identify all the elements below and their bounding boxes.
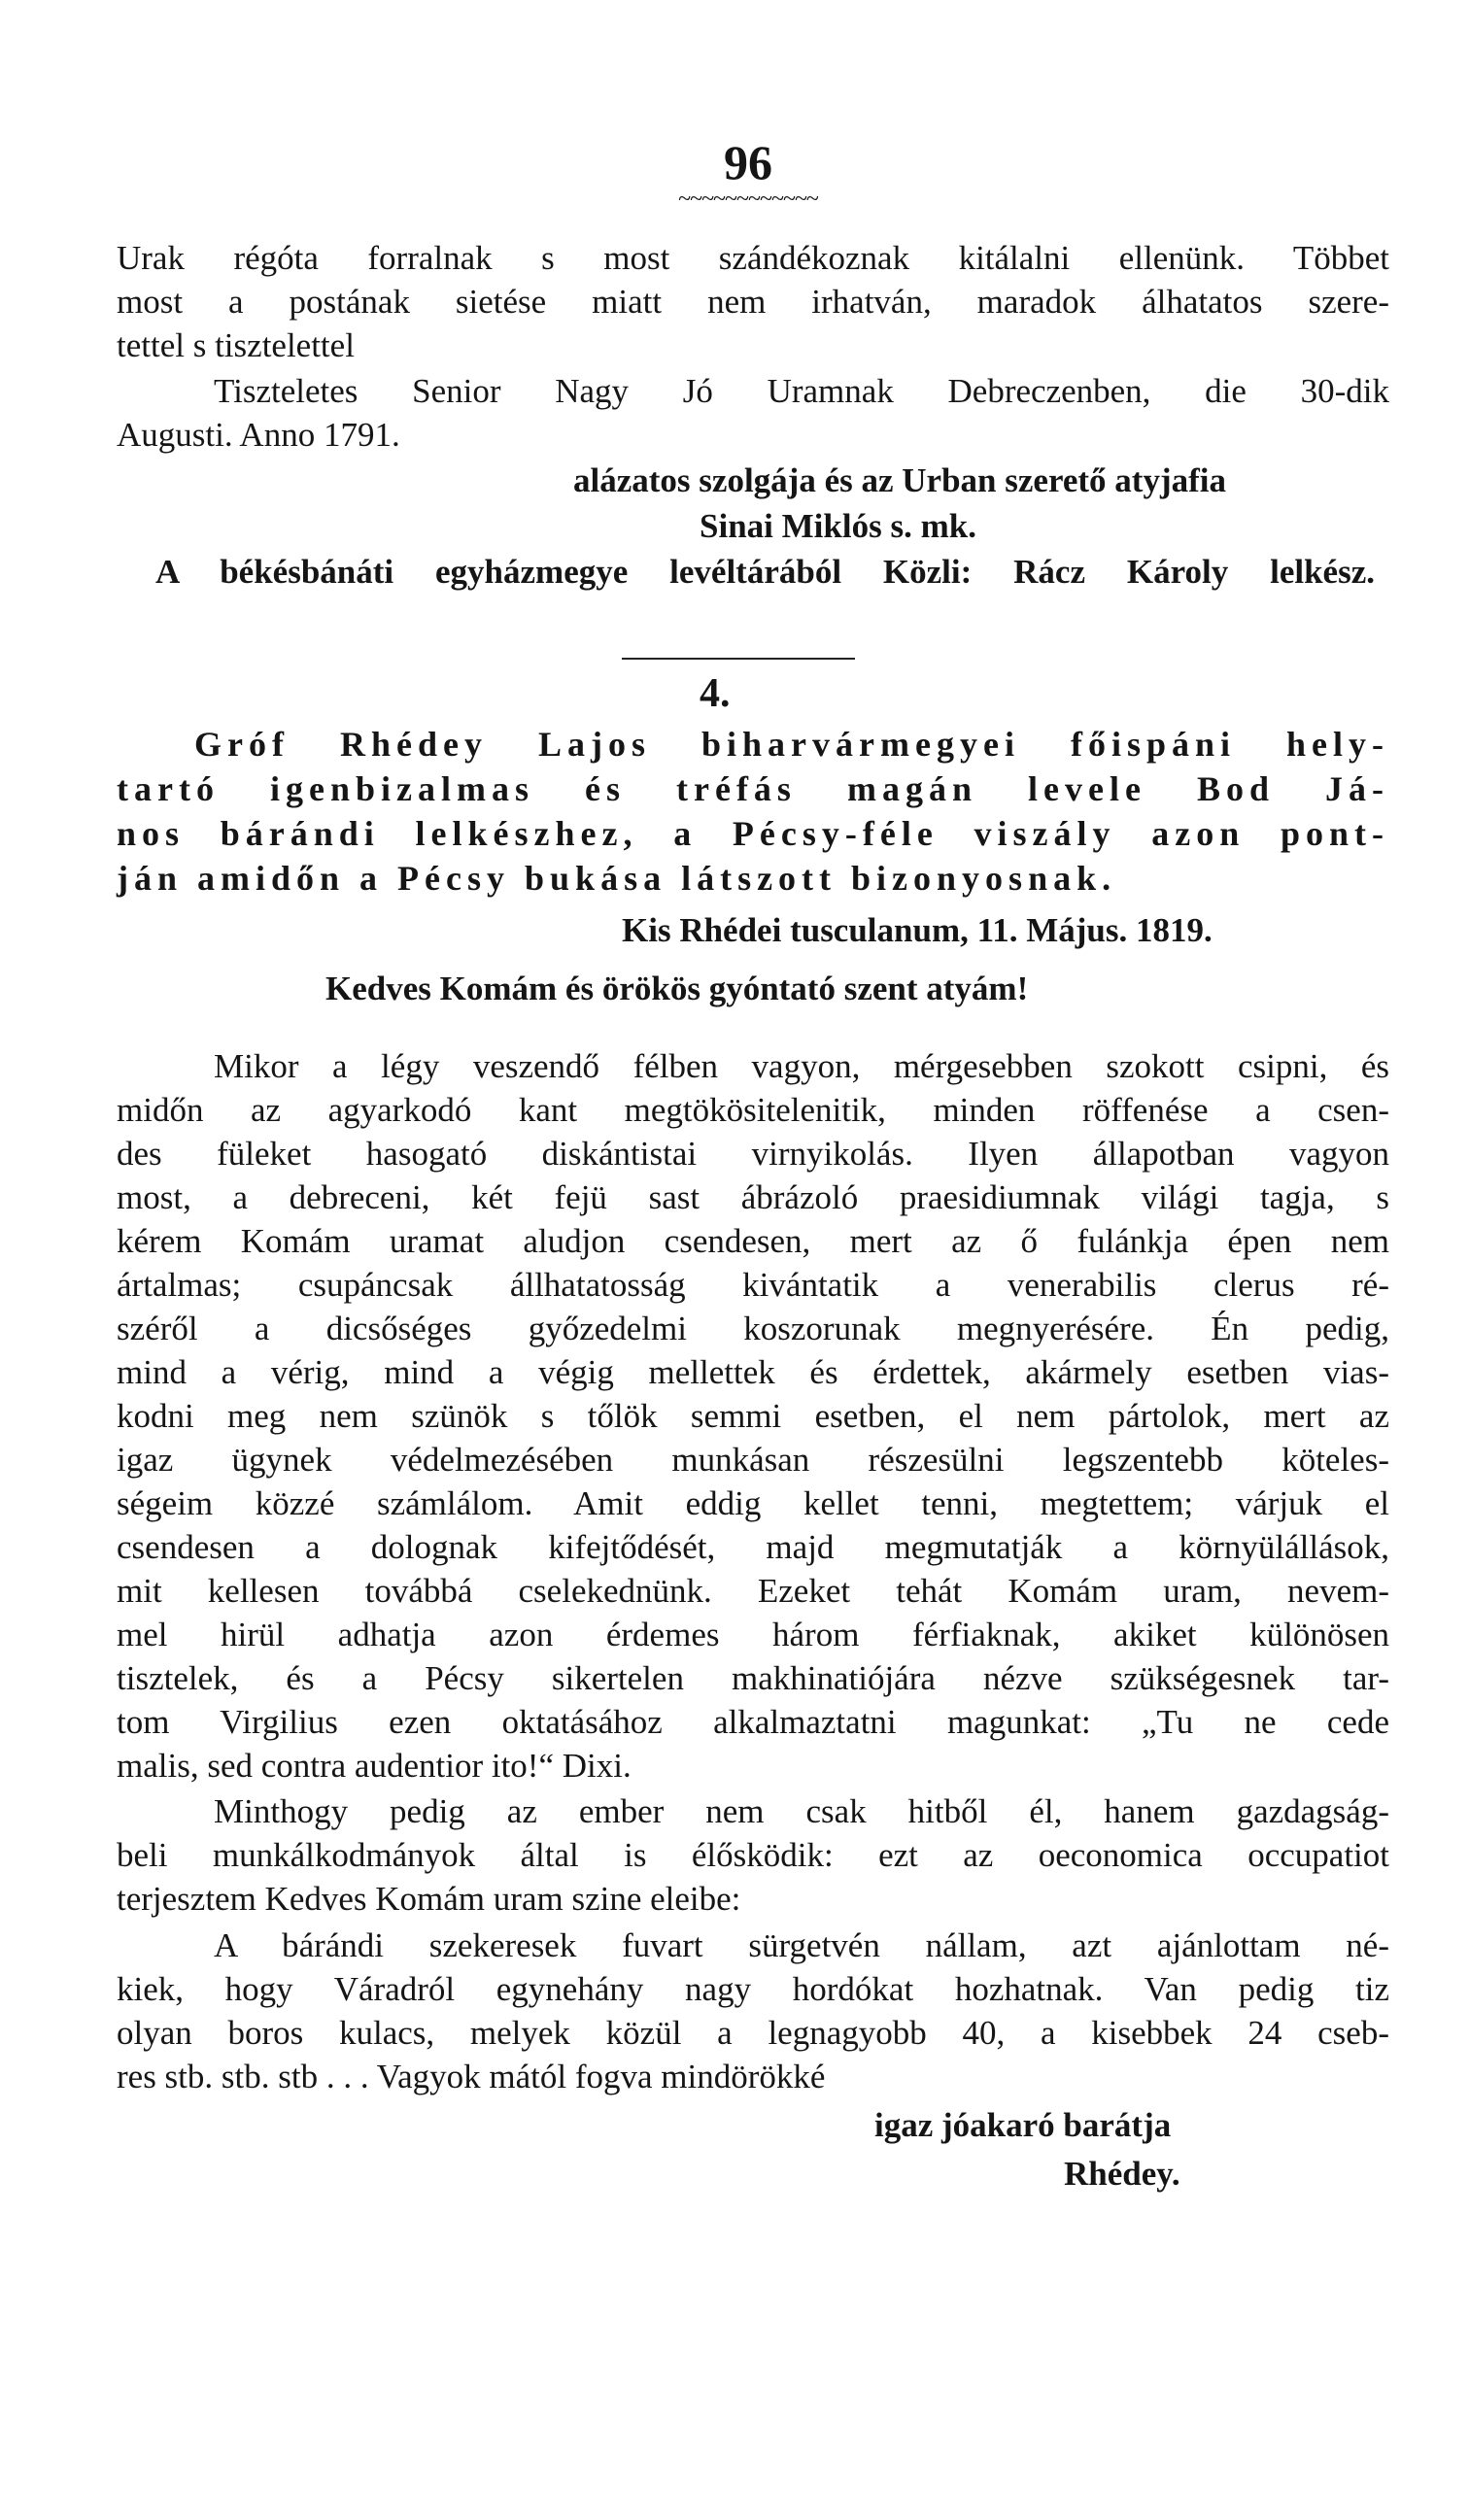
section-number: 4. <box>700 671 731 716</box>
paragraph-line: tisztelek, és a Pécsy sikertelen makhinatiójára nézve szükségesnek tar- <box>117 1659 1389 1697</box>
paragraph-line: mit kellesen továbbá cselekednünk. Ezeket tehát Komám uram, nevem- <box>117 1572 1389 1610</box>
page-number-ornament: ~~~~~~~~~~~~ <box>678 187 818 212</box>
paragraph-line: most, a debreceni, két fejü sast ábrázoló praesidiumnak világi tagja, s <box>117 1178 1389 1216</box>
section-title-line: ján amidőn a Pécsy bukása látszott bizonyosnak. <box>117 859 1117 898</box>
paragraph-line: kérem Komám uramat aludjon csendesen, mert az ő fulánkja épen nem <box>117 1222 1389 1260</box>
letter2-closing: igaz jóakaró barátja <box>874 2106 1172 2144</box>
letter1-signature: Sinai Miklós s. mk. <box>700 507 976 545</box>
section-divider <box>622 658 855 660</box>
letter1-source: A békésbánáti egyházmegye levéltárából Közli: Rácz Károly lelkész. <box>155 553 1375 591</box>
paragraph-line: res stb. stb. stb . . . Vagyok mától fogva mindörökké <box>117 2058 826 2095</box>
letter1-address: Tiszteletes Senior Nagy Jó Uramnak Debreczenben, die 30-dik <box>214 372 1389 410</box>
letter2-salutation: Kedves Komám és örökös gyóntató szent atyám! <box>325 970 1029 1007</box>
paragraph-line: mind a vérig, mind a végig mellettek és érdettek, akármely esetben vias- <box>117 1353 1389 1391</box>
paragraph-line: A bárándi szekeresek fuvart sürgetvén nállam, azt ajánlottam né- <box>214 1926 1389 1964</box>
section-title-line: tartó igenbizalmas és tréfás magán levele Bod Já- <box>117 769 1389 808</box>
section-title-line: Gróf Rhédey Lajos biharvármegyei főispáni hely- <box>194 725 1389 764</box>
paragraph-line: midőn az agyarkodó kant megtökösitelenitik, minden röffenése a csen- <box>117 1091 1389 1129</box>
letter1-line: Urak régóta forralnak s most szándékoznak kitálalni ellenünk. Többet <box>117 239 1389 277</box>
letter1-line: most a postának sietése miatt nem irhatván, maradok álhatatos szere- <box>117 283 1389 321</box>
paragraph-line: kiek, hogy Váradról egynehány nagy hordókat hozhatnak. Van pedig tiz <box>117 1970 1389 2008</box>
paragraph-line: ségeim közzé számlálom. Amit eddig kellet tenni, megtettem; várjuk el <box>117 1484 1389 1522</box>
paragraph-line: terjesztem Kedves Komám uram szine eleibe: <box>117 1880 741 1918</box>
paragraph-line: csendesen a dolognak kifejtődését, majd megmutatják a környülállások, <box>117 1528 1389 1566</box>
letter2-signature: Rhédey. <box>1064 2155 1180 2193</box>
paragraph-line: ártalmas; csupáncsak állhatatosság kivántatik a venerabilis clerus ré- <box>117 1266 1389 1304</box>
paragraph-line: széről a dicsőséges győzedelmi koszorunak megnyerésére. Én pedig, <box>117 1310 1389 1347</box>
section-title-line: nos bárándi lelkészhez, a Pécsy-féle viszály azon pont- <box>117 814 1389 853</box>
letter1-line: tettel s tisztelettel <box>117 326 355 364</box>
paragraph-line: malis, sed contra audentior ito!“ Dixi. <box>117 1747 632 1785</box>
letter1-address-date: Augusti. Anno 1791. <box>117 416 400 454</box>
paragraph-line: tom Virgilius ezen oktatásához alkalmaztatni magunkat: „Tu ne cede <box>117 1703 1389 1741</box>
paragraph-line: kodni meg nem szünök s tőlök semmi esetben, el nem pártolok, mert az <box>117 1397 1389 1435</box>
paragraph-line: Mikor a légy veszendő félben vagyon, mérgesebben szokott csipni, és <box>214 1047 1389 1085</box>
paragraph-line: igaz ügynek védelmezésében munkásan részesülni legszentebb köteles- <box>117 1441 1389 1479</box>
paragraph-line: beli munkálkodmányok által is élősködik: ezt az oeconomica occupatiot <box>117 1836 1389 1874</box>
page-number: 96 <box>724 135 772 189</box>
paragraph-line: mel hirül adhatja azon érdemes három férfiaknak, akiket különösen <box>117 1616 1389 1653</box>
letter1-closing: alázatos szolgája és az Urban szerető atyjafia <box>573 461 1226 499</box>
paragraph-line: olyan boros kulacs, melyek közül a legnagyobb 40, a kisebbek 24 cseb- <box>117 2014 1389 2052</box>
letter2-place-date: Kis Rhédei tusculanum, 11. Május. 1819. <box>622 911 1213 949</box>
paragraph-line: des füleket hasogató diskántistai virnyikolás. Ilyen állapotban vagyon <box>117 1135 1389 1173</box>
paragraph-line: Minthogy pedig az ember nem csak hitből él, hanem gazdagság- <box>214 1792 1389 1830</box>
